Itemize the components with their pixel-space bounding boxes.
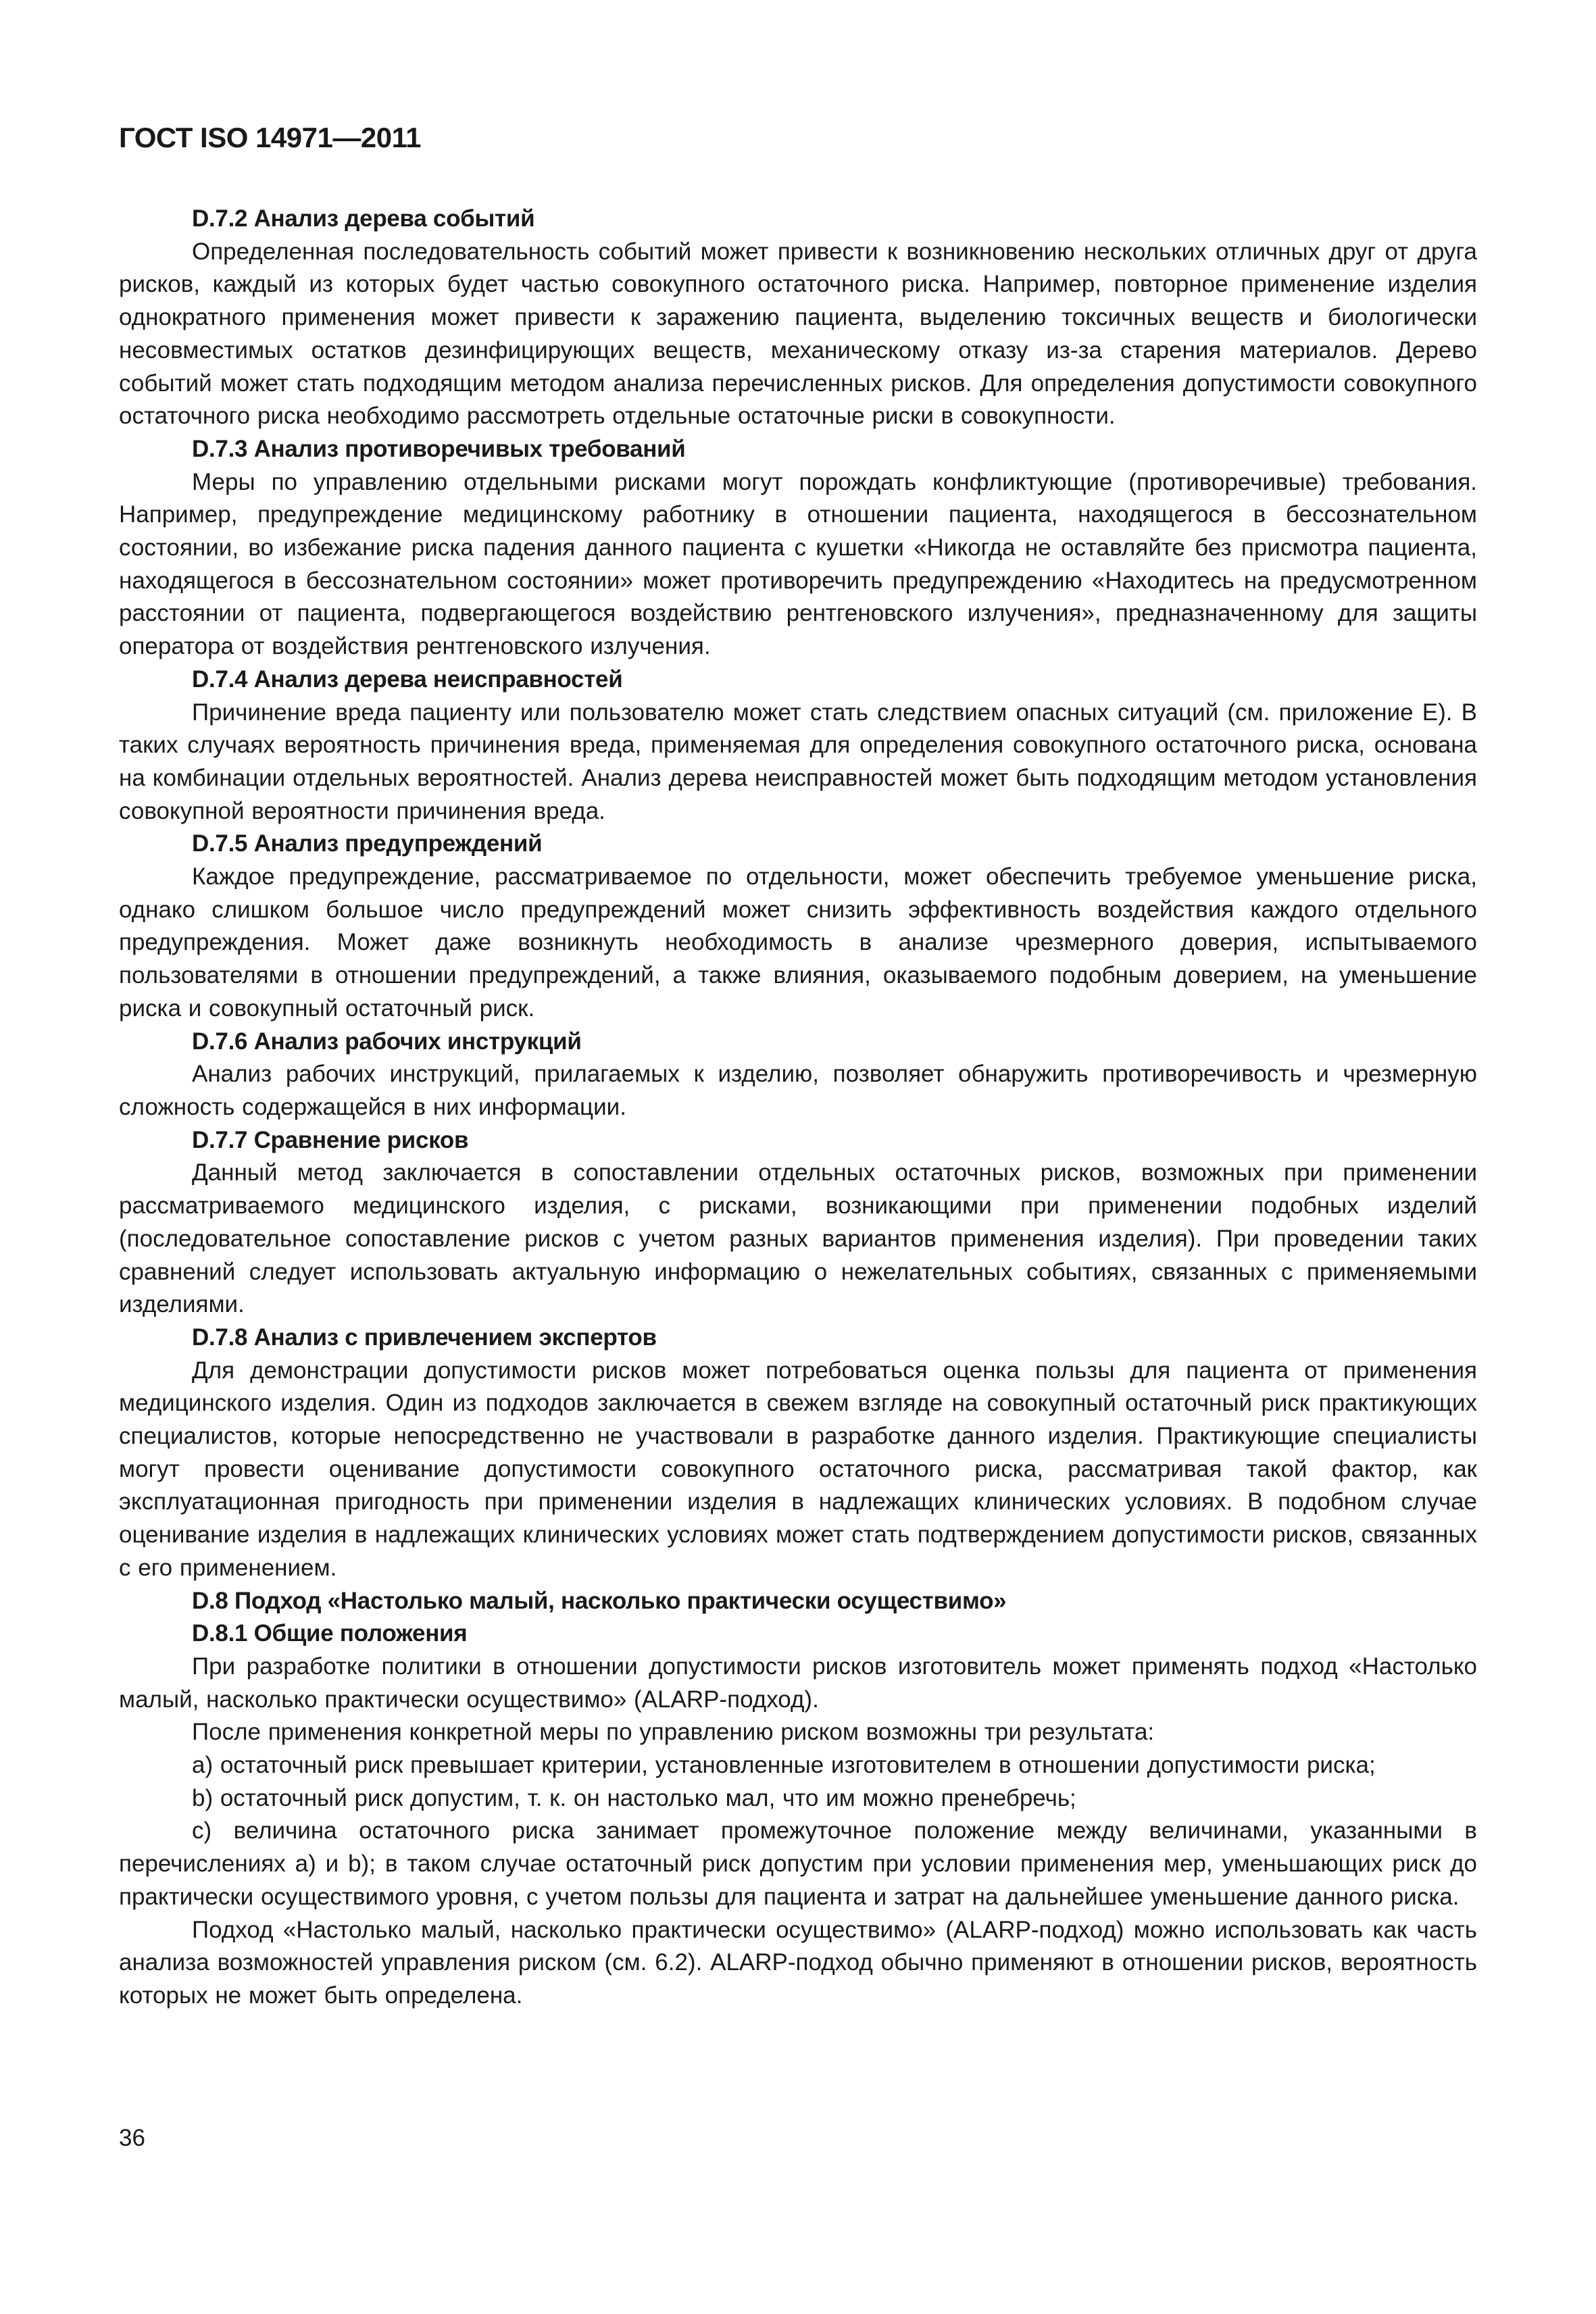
paragraph: Определенная последовательность событий может привести к возникновению нескольких отличных друг от друга рисков, каждый из которых будет частью совокупного остаточного риска. Например, повторное применение изделия однократного применения может привести к заражению пациента, выделению токсичных веществ и биологически несовместимых остатков дезинфицирующих веществ, механическому отказу из-за старения материалов. Дерево событий может стать подходящим методом анализа перечисленных рисков. Для определения допустимости совокупного остаточного риска необходимо рассмотреть отдельные остаточные риски в совокупности. (119, 238, 1477, 430)
section-heading: D.7.2 Анализ дерева событий (192, 205, 535, 232)
paragraph: Меры по управлению отдельными рисками могут порождать конфликтующие (противоречивые) требования. Например, предупреждение медицинскому работнику в отношении пациента, находящегося в бессознательном состоянии, во избежание риска падения данного пациента с кушетки «Никогда не оставляйте без присмотра пациента, находящегося в бессознательном состоянии» может противоречить предупреждению «Находитесь на предусмотренном расстоянии от пациента, подвергающегося воздействию рентгеновского излучения», предназначенному для защиты оператора от воздействия рентгеновского излучения. (119, 468, 1477, 660)
section-heading: D.7.3 Анализ противоречивых требований (192, 435, 686, 462)
page-number: 36 (119, 2125, 145, 2151)
list-item: b) остаточный риск допустим, т. к. он настолько мал, что им можно пренебречь; (192, 1784, 1076, 1811)
section-heading: D.7.4 Анализ дерева неисправностей (192, 665, 623, 693)
document-body (119, 203, 1477, 2013)
paragraph: Подход «Настолько малый, насколько практически осуществимо» (ALARP-подход) можно использовать как часть анализа возможностей управления риском (см. 6.2). ALARP-подход обычно применяют в отношении рисков, вероятность которых не может быть определена. (119, 1916, 1477, 2009)
paragraph: Каждое предупреждение, рассматриваемое по отдельности, может обеспечить требуемое уменьшение риска, однако слишком большое число предупреждений может снизить эффективность воздействия каждого отдельного предупреждения. Может даже возникнуть необходимость в анализе чрезмерного доверия, испытываемого пользователями в отношении предупреждений, а также влияния, оказываемого подобным доверием, на уменьшение риска и совокупный остаточный риск. (119, 863, 1477, 1022)
paragraph: Для демонстрации допустимости рисков может потребоваться оценка пользы для пациента от применения медицинского изделия. Один из подходов заключается в свежем взгляде на совокупный остаточный риск практикующих специалистов, которые непосредственно не участвовали в разработке данного изделия. Практикующие специалисты могут провести оценивание допустимости совокупного остаточного риска, рассматривая такой фактор, как эксплуатационная пригодность при применении изделия в надлежащих клинических условиях. В подобном случае оценивание изделия в надлежащих клинических условиях может стать подтверждением допустимости рисков, связанных с его применением. (119, 1357, 1477, 1581)
paragraph: Анализ рабочих инструкций, прилагаемых к изделию, позволяет обнаружить противоречивость и чрезмерную сложность содержащейся в них информации. (119, 1061, 1477, 1120)
section-heading: D.7.6 Анализ рабочих инструкций (192, 1028, 582, 1055)
paragraph: Данный метод заключается в сопоставлении отдельных остаточных рисков, возможных при применении рассматриваемого медицинского изделия, с рисками, возникающими при применении подобных изделий (последовательное сопоставление рисков с учетом разных вариантов применения изделия). При проведении таких сравнений следует использовать актуальную информацию о нежелательных событиях, связанных с применяемыми изделиями. (119, 1159, 1477, 1318)
document-id-header: ГОСТ ISO 14971—2011 (119, 122, 421, 153)
section-heading: D.8.1 Общие положения (192, 1620, 468, 1647)
section-heading: D.8 Подход «Настолько малый, насколько практически осуществимо» (192, 1587, 1007, 1614)
section-heading: D.7.5 Анализ предупреждений (192, 830, 543, 857)
paragraph: При разработке политики в отношении допустимости рисков изготовитель может применять подход «Настолько малый, насколько практически осуществимо» (ALARP-подход). (119, 1653, 1477, 1713)
paragraph: После применения конкретной меры по управлению риском возможны три результата: (192, 1719, 1155, 1746)
list-item: a) остаточный риск превышает критерии, установленные изготовителем в отношении допустимости риска; (192, 1752, 1376, 1779)
list-item: c) величина остаточного риска занимает промежуточное положение между величинами, указанными в перечислениях a) и b); в таком случае остаточный риск допустим при условии применения мер, уменьшающих риск до практически осуществимого уровня, с учетом пользы для пациента и затрат на дальнейшее уменьшение данного риска. (119, 1817, 1477, 1910)
section-heading: D.7.7 Сравнение рисков (192, 1126, 469, 1153)
section-heading: D.7.8 Анализ с привлечением экспертов (192, 1324, 657, 1351)
paragraph: Причинение вреда пациенту или пользователю может стать следствием опасных ситуаций (см. приложение Е). В таких случаях вероятность причинения вреда, применяемая для определения совокупного остаточного риска, основана на комбинации отдельных вероятностей. Анализ дерева неисправностей может быть подходящим методом установления совокупной вероятности причинения вреда. (119, 699, 1477, 824)
